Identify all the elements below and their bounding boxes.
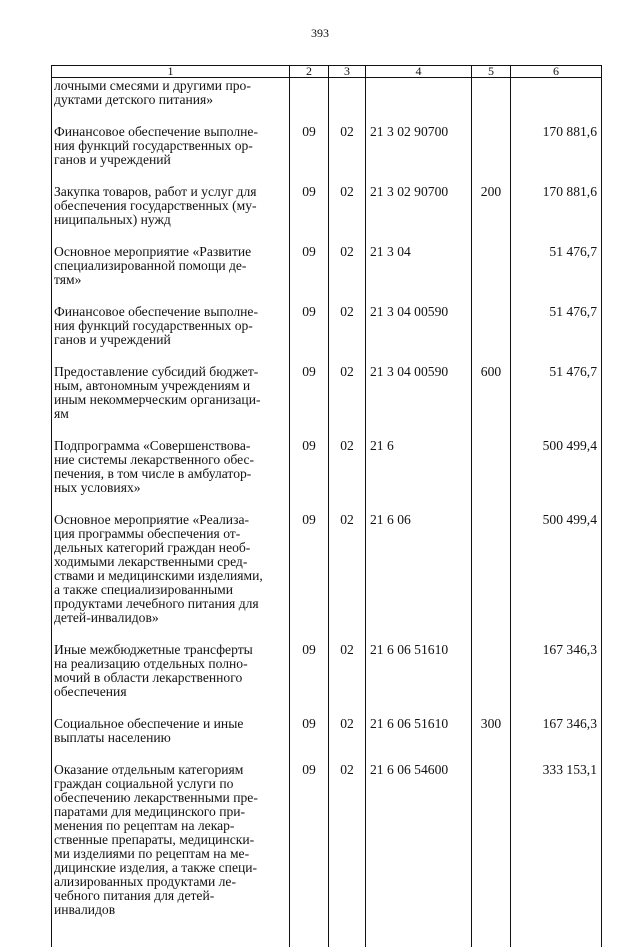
page-number: 393 (0, 26, 640, 41)
column-header: 5 (472, 66, 511, 78)
row-subsection-code: 02 (329, 185, 366, 245)
row-target-code: 21 3 04 (366, 245, 472, 305)
row-amount: 170 881,6 (511, 185, 602, 245)
row-subsection-code: 02 (329, 245, 366, 305)
table-row (52, 305, 602, 365)
row-subsection-code: 02 (329, 305, 366, 365)
row-description: Финансовое обеспечение выполне- ния функций государственных ор- ганов и учреждений (52, 125, 290, 185)
row-expense-type-code (472, 643, 511, 717)
row-amount: 170 881,6 (511, 125, 602, 185)
row-amount: 167 346,3 (511, 717, 602, 763)
row-section-code: 09 (290, 717, 329, 763)
row-section-code: 09 (290, 245, 329, 305)
table-row (52, 513, 602, 643)
row-expense-type-code (472, 305, 511, 365)
row-subsection-code: 02 (329, 513, 366, 643)
row-subsection-code: 02 (329, 439, 366, 513)
row-description: Основное мероприятие «Реализа- ция программы обеспечения от- дельных категорий граждан необ- ходимыми лекарственными сред- ствами и медицинскими изделиями, а также специализированными продуктами лечебного питания для детей-инвалидов» (52, 513, 290, 643)
table-row (52, 185, 602, 245)
row-section-code: 09 (290, 643, 329, 717)
table-row (52, 365, 602, 439)
table-row (52, 245, 602, 305)
column-header: 6 (511, 66, 602, 78)
budget-table (51, 65, 602, 947)
table-header-row (52, 66, 602, 78)
row-description: Социальное обеспечение и иные выплаты населению (52, 717, 290, 763)
row-expense-type-code: 200 (472, 185, 511, 245)
table-row (52, 125, 602, 185)
column-header: 2 (290, 66, 329, 78)
row-target-code (366, 78, 472, 126)
row-expense-type-code: 600 (472, 365, 511, 439)
column-header: 1 (52, 66, 290, 78)
row-description: Основное мероприятие «Развитие специализированной помощи де- тям» (52, 245, 290, 305)
row-amount: 51 476,7 (511, 245, 602, 305)
row-amount: 500 499,4 (511, 513, 602, 643)
row-section-code: 09 (290, 439, 329, 513)
row-subsection-code: 02 (329, 365, 366, 439)
row-target-code: 21 6 06 51610 (366, 717, 472, 763)
row-subsection-code: 02 (329, 763, 366, 947)
row-expense-type-code (472, 763, 511, 947)
row-section-code: 09 (290, 185, 329, 245)
row-amount: 333 153,1 (511, 763, 602, 947)
row-description: Финансовое обеспечение выполне- ния функций государственных ор- ганов и учреждений (52, 305, 290, 365)
table-body (52, 78, 602, 947)
row-description: Иные межбюджетные трансферты на реализацию отдельных полно- мочий в области лекарственного обеспечения (52, 643, 290, 717)
row-description: Подпрограмма «Совершенствова- ние системы лекарственного обес- печения, в том числе в амбулатор- ных условиях» (52, 439, 290, 513)
table-row (52, 763, 602, 947)
column-header: 3 (329, 66, 366, 78)
row-target-code: 21 3 02 90700 (366, 125, 472, 185)
row-amount: 167 346,3 (511, 643, 602, 717)
row-target-code: 21 6 06 54600 (366, 763, 472, 947)
row-subsection-code (329, 78, 366, 126)
row-amount: 500 499,4 (511, 439, 602, 513)
row-subsection-code: 02 (329, 643, 366, 717)
row-amount: 51 476,7 (511, 365, 602, 439)
row-expense-type-code: 300 (472, 717, 511, 763)
row-expense-type-code (472, 513, 511, 643)
column-header: 4 (366, 66, 472, 78)
row-expense-type-code (472, 439, 511, 513)
table-row (52, 439, 602, 513)
row-description: лочными смесями и другими про- дуктами детского питания» (52, 78, 290, 126)
row-section-code: 09 (290, 365, 329, 439)
row-expense-type-code (472, 245, 511, 305)
row-expense-type-code (472, 78, 511, 126)
table-row (52, 717, 602, 763)
row-target-code: 21 6 06 51610 (366, 643, 472, 717)
row-subsection-code: 02 (329, 717, 366, 763)
table-row (52, 643, 602, 717)
row-section-code: 09 (290, 513, 329, 643)
row-target-code: 21 3 02 90700 (366, 185, 472, 245)
row-amount: 51 476,7 (511, 305, 602, 365)
row-target-code: 21 6 06 (366, 513, 472, 643)
row-amount (511, 78, 602, 126)
row-subsection-code: 02 (329, 125, 366, 185)
row-description: Предоставление субсидий бюджет- ным, автономным учреждениям и иным некоммерческим организаци- ям (52, 365, 290, 439)
row-target-code: 21 3 04 00590 (366, 305, 472, 365)
row-description: Закупка товаров, работ и услуг для обеспечения государственных (му- ниципальных) нужд (52, 185, 290, 245)
table-row (52, 78, 602, 126)
row-section-code: 09 (290, 763, 329, 947)
row-section-code (290, 78, 329, 126)
row-target-code: 21 6 (366, 439, 472, 513)
row-target-code: 21 3 04 00590 (366, 365, 472, 439)
row-expense-type-code (472, 125, 511, 185)
row-description: Оказание отдельным категориям граждан социальной услуги по обеспечению лекарственными пре- паратами для медицинского при- менения по рецептам на лекар- ственные препараты, медицински- ми изделиями по рецептам на ме- дицинские изделия, а также специ- ализированных продуктами ле- чебного питания для детей- инвалидов (52, 763, 290, 947)
row-section-code: 09 (290, 305, 329, 365)
row-section-code: 09 (290, 125, 329, 185)
